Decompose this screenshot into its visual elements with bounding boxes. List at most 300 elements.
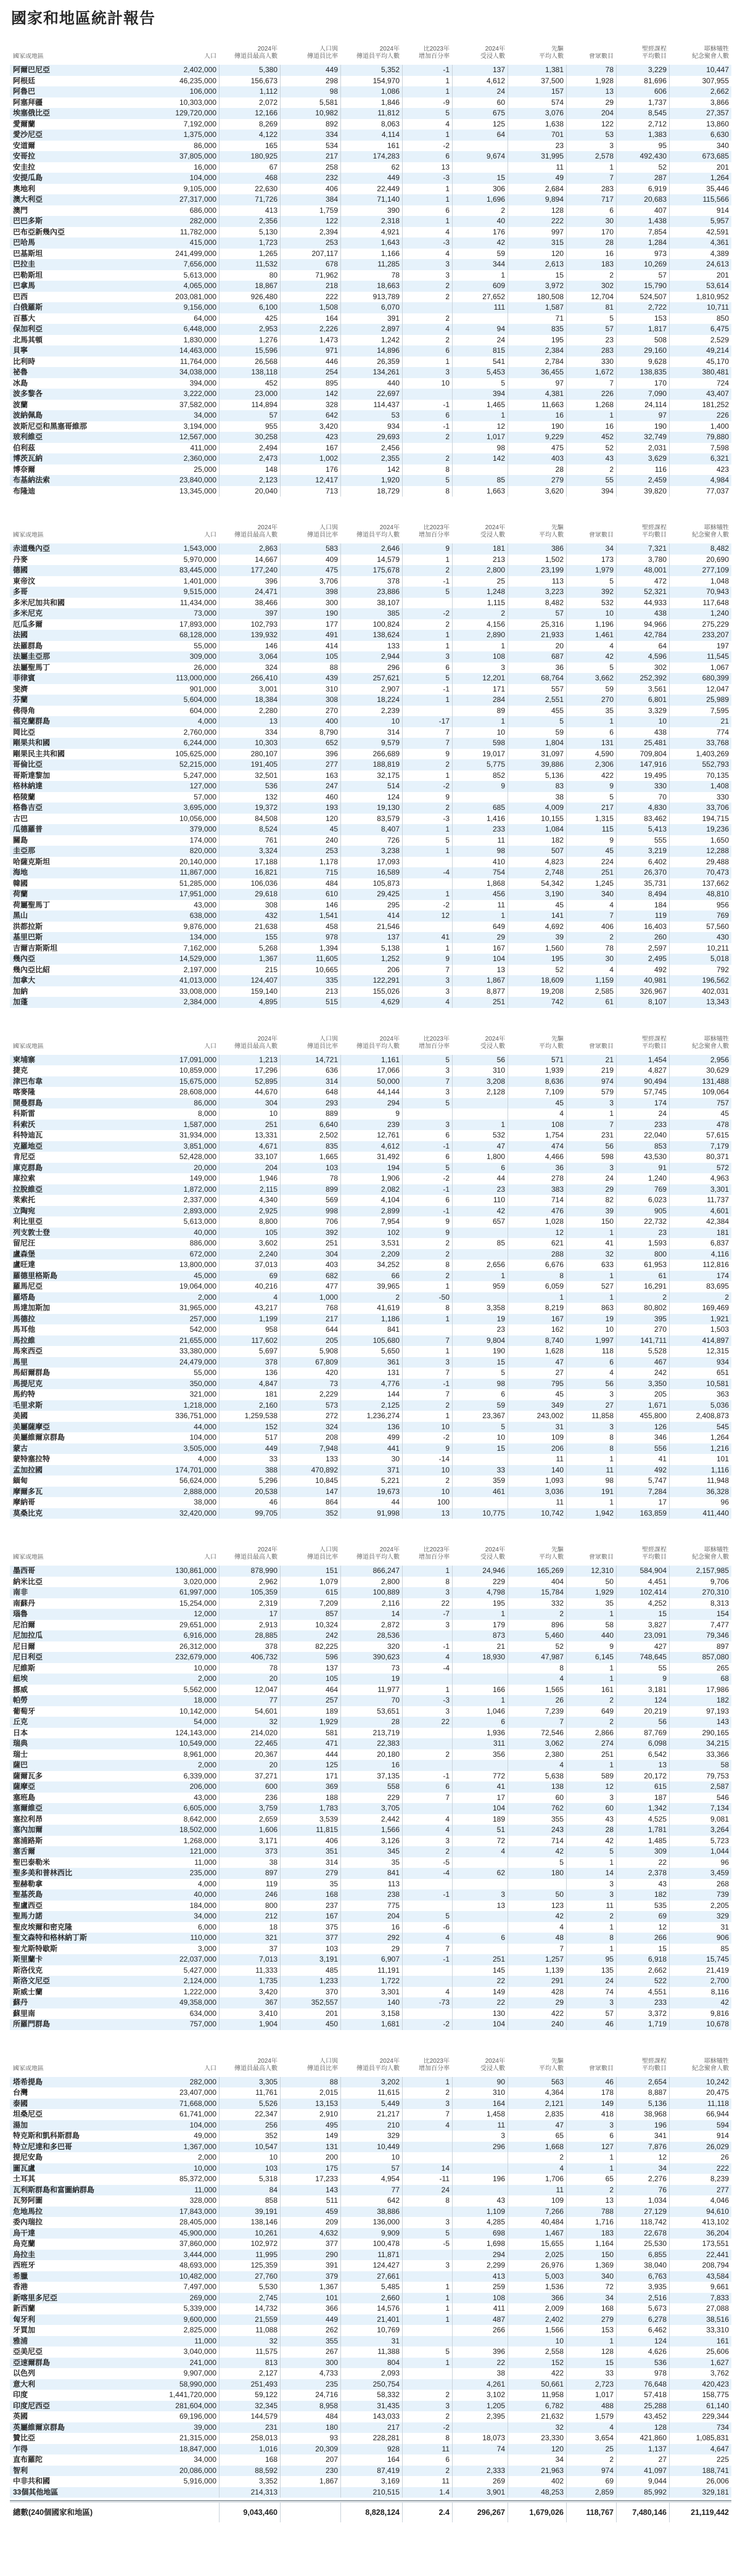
cell-country: 所羅門群島 bbox=[13, 2020, 51, 2028]
cell-ratio: 88 bbox=[280, 663, 340, 674]
cell-baptized: 310 bbox=[452, 2087, 508, 2099]
cell-bible-studies: 76,648 bbox=[616, 2379, 669, 2390]
cell-ratio: 254 bbox=[280, 367, 340, 378]
cell-pioneers: 59 bbox=[508, 727, 566, 738]
cell-ratio: 164 bbox=[280, 313, 340, 324]
cell-average-publishers: 29,693 bbox=[340, 432, 402, 443]
cell-baptized: 43 bbox=[452, 2195, 508, 2207]
cell-percent-increase bbox=[402, 1879, 452, 1890]
cell-bible-studies: 853 bbox=[616, 1141, 669, 1152]
cell-country: 留尼汪 bbox=[13, 1239, 36, 1247]
cell-population: 17,951,000 bbox=[179, 890, 216, 898]
cell-country: 泰國 bbox=[13, 2099, 28, 2108]
cell-percent-increase: -1 bbox=[402, 684, 452, 695]
cell-ratio: 899 bbox=[280, 1184, 340, 1195]
table-row bbox=[10, 695, 731, 706]
cell-baptized: 85 bbox=[452, 1238, 508, 1249]
cell-bible-studies: 5,747 bbox=[616, 1476, 669, 1487]
cell-baptized: 23 bbox=[452, 1324, 508, 1335]
cell-average-publishers: 155,026 bbox=[340, 986, 402, 997]
cell-peak-publishers: 2,072 bbox=[219, 97, 280, 109]
cell-congregations: 1,716 bbox=[566, 2217, 616, 2228]
cell-baptized: 3,208 bbox=[452, 1076, 508, 1088]
cell-pioneers: 896 bbox=[508, 1620, 566, 1631]
cell-average-publishers: 3,158 bbox=[340, 2008, 402, 2020]
cell-average-publishers: 3,531 bbox=[340, 1238, 402, 1249]
cell-country: 塔希提島 bbox=[13, 2077, 43, 2086]
cell-ratio: 217 bbox=[280, 1314, 340, 1325]
cell-peak-publishers: 5,697 bbox=[219, 1346, 280, 1357]
cell-congregations: 2,866 bbox=[566, 1728, 616, 1739]
cell-pioneers: 4,009 bbox=[508, 803, 566, 814]
cell-percent-increase bbox=[402, 389, 452, 400]
cell-population: 3,695,000 bbox=[183, 803, 216, 812]
cell-population: 10,482,000 bbox=[179, 2271, 216, 2281]
page-title: 國家和地區統計報告 bbox=[11, 10, 156, 27]
cell-peak-publishers: 18 bbox=[219, 1922, 280, 1933]
cell-percent-increase: 5 bbox=[402, 108, 452, 119]
cell-congregations: 1,268 bbox=[566, 400, 616, 411]
cell-peak-publishers: 1,276 bbox=[219, 335, 280, 346]
cell-average-publishers: 175,678 bbox=[340, 565, 402, 576]
cell-baptized: 5 bbox=[452, 1368, 508, 1379]
cell-baptized: 62 bbox=[452, 1868, 508, 1879]
cell-baptized: 24 bbox=[452, 335, 508, 346]
table-row bbox=[10, 1346, 731, 1357]
cell-baptized bbox=[452, 1879, 508, 1890]
cell-bible-studies: 556 bbox=[616, 1443, 669, 1455]
cell-percent-increase: 1 bbox=[402, 1281, 452, 1292]
cell-country: 美屬維爾京群島 bbox=[13, 1433, 65, 1442]
cell-congregations: 392 bbox=[566, 587, 616, 598]
cell-population: 257,000 bbox=[189, 1314, 216, 1323]
cell-population: 2,888,000 bbox=[183, 1487, 216, 1496]
cell-peak-publishers: 367 bbox=[219, 1997, 280, 2008]
cell-ratio: 17,233 bbox=[280, 2174, 340, 2185]
cell-population: 241,499,000 bbox=[175, 249, 216, 258]
cell-bible-studies: 309 bbox=[616, 1846, 669, 1857]
cell-baptized: 51 bbox=[452, 1825, 508, 1836]
cell-memorial-attendance: 6,321 bbox=[669, 453, 731, 464]
cell-ratio: 396 bbox=[280, 749, 340, 760]
cell-population: 6,605,000 bbox=[183, 1804, 216, 1812]
cell-percent-increase: 3 bbox=[402, 1706, 452, 1717]
cell-baptized: 3,358 bbox=[452, 1303, 508, 1314]
cell-average-publishers: 913,789 bbox=[340, 292, 402, 303]
cell-percent-increase bbox=[402, 443, 452, 454]
cell-average-publishers: 4,114 bbox=[340, 130, 402, 141]
cell-baptized: 22 bbox=[452, 1997, 508, 2008]
cell-pioneers: 762 bbox=[508, 1803, 566, 1814]
cell-average-publishers: 11,191 bbox=[340, 1965, 402, 1976]
cell-country: 巴西 bbox=[13, 292, 28, 301]
cell-average-publishers: 2,093 bbox=[340, 2368, 402, 2379]
cell-bible-studies: 4,252 bbox=[616, 1598, 669, 1609]
cell-average-publishers: 14,576 bbox=[340, 2303, 402, 2314]
cell-baptized: 296,267 bbox=[452, 2503, 508, 2522]
cell-pioneers: 278 bbox=[508, 1173, 566, 1184]
cell-ratio: 491 bbox=[280, 630, 340, 641]
cell-country: 巴巴多斯 bbox=[13, 217, 43, 225]
cell-average-publishers: 37,135 bbox=[340, 1771, 402, 1782]
cell-memorial-attendance: 19,236 bbox=[669, 824, 731, 835]
cell-ratio: 6,640 bbox=[280, 1120, 340, 1131]
cell-memorial-attendance: 15,745 bbox=[669, 1954, 731, 1965]
cell-baptized: 104 bbox=[452, 1803, 508, 1814]
cell-ratio: 189 bbox=[280, 1706, 340, 1717]
cell-average-publishers: 1,186 bbox=[340, 1314, 402, 1325]
cell-average-publishers: 9,909 bbox=[340, 2228, 402, 2239]
cell-bible-studies: 182 bbox=[616, 1889, 669, 1901]
cell-baptized: 1,698 bbox=[452, 2239, 508, 2250]
cell-population: 411,000 bbox=[190, 443, 216, 452]
cell-pioneers: 6,059 bbox=[508, 1281, 566, 1292]
cell-country: 聖馬力諾 bbox=[13, 1912, 43, 1920]
cell-average-publishers: 1,166 bbox=[340, 249, 402, 260]
header-average-publishers: 2024年 傳道員平均人數 bbox=[356, 46, 400, 60]
cell-bible-studies: 535 bbox=[616, 1901, 669, 1912]
cell-pioneers: 291 bbox=[508, 1976, 566, 1987]
cell-percent-increase: -1 bbox=[402, 400, 452, 411]
cell-pioneers: 571 bbox=[508, 1055, 566, 1066]
table-row bbox=[10, 1987, 731, 1998]
cell-peak-publishers: 425 bbox=[219, 313, 280, 324]
cell-population: 17,893,000 bbox=[179, 619, 216, 629]
cell-population: 394,000 bbox=[189, 378, 216, 387]
cell-bible-studies: 467 bbox=[616, 1357, 669, 1368]
cell-bible-studies: 3,329 bbox=[616, 706, 669, 717]
table-row bbox=[10, 453, 731, 464]
cell-country: 緬甸 bbox=[13, 1476, 28, 1485]
cell-bible-studies: 15,790 bbox=[616, 281, 669, 292]
cell-pioneers: 49 bbox=[508, 173, 566, 184]
cell-pioneers: 3,972 bbox=[508, 281, 566, 292]
cell-memorial-attendance: 70,135 bbox=[669, 770, 731, 782]
cell-peak-publishers: 432 bbox=[219, 910, 280, 922]
cell-pioneers: 574 bbox=[508, 97, 566, 109]
cell-ratio: 1,367 bbox=[280, 2282, 340, 2293]
cell-baptized: 38 bbox=[452, 2368, 508, 2379]
cell-memorial-attendance: 12,315 bbox=[669, 1346, 731, 1357]
cell-peak-publishers: 352 bbox=[219, 2131, 280, 2142]
cell-country: 庫克群島 bbox=[13, 1163, 43, 1172]
cell-baptized: 90 bbox=[452, 2077, 508, 2088]
cell-population: 638,000 bbox=[189, 911, 216, 920]
cell-peak-publishers: 236 bbox=[219, 1793, 280, 1804]
cell-percent-increase bbox=[402, 1630, 452, 1641]
cell-percent-increase: 2 bbox=[402, 1749, 452, 1761]
cell-average-publishers: 210 bbox=[340, 2120, 402, 2131]
cell-population: 37,805,000 bbox=[179, 152, 216, 160]
cell-peak-publishers: 71,726 bbox=[219, 194, 280, 205]
cell-ratio: 2,910 bbox=[280, 2109, 340, 2120]
cell-ratio: 484 bbox=[280, 878, 340, 890]
cell-congregations: 3,662 bbox=[566, 673, 616, 684]
cell-population: 104,000 bbox=[189, 2120, 216, 2129]
cell-country: 美國 bbox=[13, 1411, 28, 1420]
table-row bbox=[10, 432, 731, 443]
cell-congregations: 2,306 bbox=[566, 759, 616, 770]
cell-congregations: 340 bbox=[566, 889, 616, 900]
cell-bible-studies: 6,098 bbox=[616, 1738, 669, 1749]
cell-ratio: 7,948 bbox=[280, 1443, 340, 1455]
cell-population: 85,372,000 bbox=[179, 2174, 216, 2183]
cell-country: 湯加 bbox=[13, 2120, 28, 2129]
table-row bbox=[10, 706, 731, 717]
cell-country: 烏拉圭 bbox=[13, 2250, 36, 2259]
cell-congregations: 6 bbox=[566, 1357, 616, 1368]
cell-memorial-attendance: 340 bbox=[669, 141, 731, 152]
cell-population: 49,358,000 bbox=[179, 1998, 216, 2007]
cell-country: 澳大利亞 bbox=[13, 195, 43, 204]
cell-bible-studies: 5,413 bbox=[616, 824, 669, 835]
cell-average-publishers: 1,906 bbox=[340, 1173, 402, 1184]
cell-peak-publishers: 30,258 bbox=[219, 432, 280, 443]
cell-ratio: 369 bbox=[280, 1781, 340, 1793]
cell-country: 乍得 bbox=[13, 2444, 28, 2453]
cell-congregations: 488 bbox=[566, 2401, 616, 2412]
cell-percent-increase: -5 bbox=[402, 2239, 452, 2250]
cell-percent-increase: -2 bbox=[402, 781, 452, 792]
table-row bbox=[10, 2019, 731, 2030]
table-row bbox=[10, 738, 731, 749]
cell-average-publishers: 19,673 bbox=[340, 1487, 402, 1498]
cell-average-publishers: 31 bbox=[340, 2336, 402, 2347]
cell-memorial-attendance: 4,963 bbox=[669, 1173, 731, 1184]
cell-memorial-attendance: 26 bbox=[669, 2152, 731, 2163]
header-average-publishers: 2024年 傳道員平均人數 bbox=[356, 1035, 400, 1050]
cell-congregations: 251 bbox=[566, 867, 616, 878]
cell-memorial-attendance: 61,140 bbox=[669, 2401, 731, 2412]
cell-ratio: 298 bbox=[280, 76, 340, 87]
cell-baptized: 1 bbox=[452, 716, 508, 727]
cell-ratio: 7,209 bbox=[280, 1598, 340, 1609]
cell-percent-increase: 1 bbox=[402, 216, 452, 227]
cell-baptized: 411 bbox=[452, 2303, 508, 2314]
cell-peak-publishers: 28,885 bbox=[219, 1630, 280, 1641]
cell-pioneers: 3,076 bbox=[508, 108, 566, 119]
cell-pioneers: 152 bbox=[508, 2358, 566, 2369]
cell-baptized: 1,115 bbox=[452, 598, 508, 609]
cell-memorial-attendance: 25,989 bbox=[669, 695, 731, 706]
cell-average-publishers: 10 bbox=[340, 2152, 402, 2163]
cell-pioneers: 428 bbox=[508, 1987, 566, 1998]
cell-ratio: 293 bbox=[280, 1098, 340, 1109]
cell-memorial-attendance: 96 bbox=[669, 1497, 731, 1508]
cell-ratio: 253 bbox=[280, 846, 340, 857]
cell-population: 5,970,000 bbox=[183, 555, 216, 564]
cell-ratio: 857 bbox=[280, 1609, 340, 1620]
cell-average-publishers: 239 bbox=[340, 1120, 402, 1131]
cell-population: 104,000 bbox=[189, 1433, 216, 1442]
cell-peak-publishers: 4,122 bbox=[219, 130, 280, 141]
cell-ratio: 11,605 bbox=[280, 954, 340, 965]
cell-memorial-attendance: 1,264 bbox=[669, 173, 731, 184]
cell-percent-increase: 2 bbox=[402, 281, 452, 292]
cell-bible-studies: 3,350 bbox=[616, 1379, 669, 1390]
cell-peak-publishers: 2,240 bbox=[219, 1249, 280, 1260]
cell-average-publishers: 143,033 bbox=[340, 2411, 402, 2422]
cell-country: 法羅群島 bbox=[13, 641, 43, 650]
cell-memorial-attendance: 10,711 bbox=[669, 302, 731, 313]
cell-population: 130,861,000 bbox=[175, 1566, 216, 1575]
cell-country: 危地馬拉 bbox=[13, 2207, 43, 2216]
cell-average-publishers: 4,612 bbox=[340, 1141, 402, 1152]
cell-peak-publishers: 17,188 bbox=[219, 857, 280, 868]
cell-ratio: 2,226 bbox=[280, 324, 340, 335]
cell-peak-publishers: 878,990 bbox=[219, 1566, 280, 1577]
cell-peak-publishers: 2,925 bbox=[219, 1206, 280, 1217]
cell-memorial-attendance: 277 bbox=[669, 2185, 731, 2196]
cell-country: 格林納達 bbox=[13, 782, 43, 790]
cell-memorial-attendance: 10,678 bbox=[669, 2019, 731, 2030]
cell-percent-increase: -11 bbox=[402, 2174, 452, 2185]
cell-peak-publishers: 88,592 bbox=[219, 2466, 280, 2477]
cell-peak-publishers: 10,261 bbox=[219, 2228, 280, 2239]
cell-bible-studies: 5,528 bbox=[616, 1346, 669, 1357]
cell-pioneers: 9,894 bbox=[508, 194, 566, 205]
cell-congregations: 2 bbox=[566, 1717, 616, 1728]
cell-congregations: 33 bbox=[566, 2368, 616, 2379]
header-congregations: 會眾數目 bbox=[589, 532, 614, 539]
cell-percent-increase: 3 bbox=[402, 1357, 452, 1368]
cell-congregations: 231 bbox=[566, 1130, 616, 1141]
cell-percent-increase: 9 bbox=[402, 749, 452, 760]
cell-baptized: 98 bbox=[452, 846, 508, 857]
cell-pioneers: 4,823 bbox=[508, 857, 566, 868]
cell-pioneers: 40,484 bbox=[508, 2217, 566, 2228]
cell-average-publishers: 1,846 bbox=[340, 97, 402, 109]
cell-pioneers: 714 bbox=[508, 1836, 566, 1847]
cell-population: 10,303,000 bbox=[179, 97, 216, 107]
cell-average-publishers: 5,449 bbox=[340, 2099, 402, 2110]
cell-congregations: 251 bbox=[566, 1749, 616, 1761]
cell-percent-increase: -3 bbox=[402, 173, 452, 184]
table-row bbox=[10, 2293, 731, 2304]
table-row bbox=[10, 2260, 731, 2271]
cell-bible-studies: 472 bbox=[616, 576, 669, 587]
cell-peak-publishers: 14,732 bbox=[219, 2303, 280, 2314]
cell-average-publishers: 71,140 bbox=[340, 194, 402, 205]
cell-memorial-attendance: 31 bbox=[669, 1922, 731, 1933]
cell-ratio: 122 bbox=[280, 216, 340, 227]
cell-baptized: 15 bbox=[452, 173, 508, 184]
cell-peak-publishers: 2,494 bbox=[219, 443, 280, 454]
cell-ratio: 190 bbox=[280, 608, 340, 619]
table-row bbox=[10, 651, 731, 663]
cell-ratio: 142 bbox=[280, 389, 340, 400]
table-row bbox=[10, 1814, 731, 1825]
cell-percent-increase: 2 bbox=[402, 2087, 452, 2099]
cell-ratio: 998 bbox=[280, 1206, 340, 1217]
cell-memorial-attendance: 7,477 bbox=[669, 1620, 731, 1631]
cell-country: 黑山 bbox=[13, 911, 28, 920]
cell-pioneers: 701 bbox=[508, 130, 566, 141]
table-row bbox=[10, 846, 731, 857]
cell-congregations: 3 bbox=[566, 1098, 616, 1109]
cell-country: 安道爾 bbox=[13, 141, 36, 150]
cell-ratio: 120 bbox=[280, 814, 340, 825]
header-country: 國家或地區 bbox=[13, 53, 44, 60]
cell-population: 350,000 bbox=[189, 1379, 216, 1388]
cell-average-publishers: 5,650 bbox=[340, 1346, 402, 1357]
cell-ratio: 251 bbox=[280, 1238, 340, 1249]
cell-memorial-attendance: 1,400 bbox=[669, 421, 731, 432]
cell-average-publishers: 134,261 bbox=[340, 367, 402, 378]
cell-average-publishers: 866,247 bbox=[340, 1566, 402, 1577]
cell-country: 牙買加 bbox=[13, 2326, 36, 2334]
cell-pioneers: 50,661 bbox=[508, 2379, 566, 2390]
cell-pioneers: 288 bbox=[508, 1249, 566, 1260]
cell-average-publishers: 320 bbox=[340, 1641, 402, 1653]
table-row bbox=[10, 1422, 731, 1433]
cell-country: 匈牙利 bbox=[13, 2314, 36, 2324]
cell-memorial-attendance: 131,488 bbox=[669, 1076, 731, 1088]
cell-percent-increase: 2 bbox=[402, 432, 452, 443]
cell-congregations: 161 bbox=[566, 1685, 616, 1696]
cell-memorial-attendance: 2 bbox=[669, 1292, 731, 1303]
cell-average-publishers: 144 bbox=[340, 1389, 402, 1400]
cell-baptized: 1,458 bbox=[452, 2109, 508, 2120]
cell-bible-studies: 6,918 bbox=[616, 1954, 669, 1965]
cell-population: 11,782,000 bbox=[179, 227, 216, 236]
cell-percent-increase: 100 bbox=[402, 1497, 452, 1508]
cell-memorial-attendance: 2,700 bbox=[669, 1976, 731, 1987]
cell-peak-publishers: 124,407 bbox=[219, 975, 280, 986]
cell-peak-publishers: 1,259,538 bbox=[219, 1411, 280, 1422]
cell-congregations: 118,767 bbox=[566, 2503, 616, 2522]
cell-ratio: 24,716 bbox=[280, 2390, 340, 2401]
cell-memorial-attendance: 680,399 bbox=[669, 673, 731, 684]
table-row bbox=[10, 410, 731, 421]
cell-baptized: 166 bbox=[452, 1685, 508, 1696]
cell-country: 克羅地亞 bbox=[13, 1141, 43, 1150]
cell-congregations: 3,654 bbox=[566, 2433, 616, 2444]
cell-ratio: 1,178 bbox=[280, 857, 340, 868]
cell-pioneers: 18,609 bbox=[508, 975, 566, 986]
cell-peak-publishers: 8,800 bbox=[219, 1216, 280, 1228]
cell-ratio: 1,665 bbox=[280, 1152, 340, 1163]
cell-peak-publishers: 10 bbox=[219, 1108, 280, 1120]
cell-ratio: 971 bbox=[280, 345, 340, 357]
cell-memorial-attendance: 934 bbox=[669, 1357, 731, 1368]
cell-average-publishers: 22,383 bbox=[340, 1738, 402, 1749]
cell-memorial-attendance: 2,408,873 bbox=[669, 1411, 731, 1422]
cell-peak-publishers: 138,118 bbox=[219, 367, 280, 378]
cell-percent-increase: 6 bbox=[402, 410, 452, 421]
cell-ratio: 581 bbox=[280, 1728, 340, 1739]
cell-percent-increase: 5 bbox=[402, 673, 452, 684]
cell-pioneers: 34 bbox=[508, 2454, 566, 2466]
cell-average-publishers: 2,907 bbox=[340, 684, 402, 695]
cell-percent-increase: -1 bbox=[402, 1141, 452, 1152]
cell-average-publishers: 295 bbox=[340, 900, 402, 911]
cell-ratio: 235 bbox=[280, 2379, 340, 2390]
cell-pioneers: 349 bbox=[508, 1400, 566, 1411]
header-country: 國家或地區 bbox=[13, 2065, 44, 2072]
cell-percent-increase bbox=[402, 2131, 452, 2142]
cell-percent-increase: 2 bbox=[402, 1238, 452, 1249]
cell-peak-publishers: 1,016 bbox=[219, 2444, 280, 2455]
cell-bible-studies: 34 bbox=[616, 2163, 669, 2174]
cell-peak-publishers: 7,013 bbox=[219, 1954, 280, 1965]
cell-population: 6,000 bbox=[197, 1922, 216, 1931]
cell-congregations: 863 bbox=[566, 1303, 616, 1314]
cell-population: 2,124,000 bbox=[183, 1976, 216, 1985]
cell-country: 喀麥隆 bbox=[13, 1088, 36, 1096]
cell-congregations: 1,672 bbox=[566, 367, 616, 378]
cell-memorial-attendance: 20,475 bbox=[669, 2087, 731, 2099]
